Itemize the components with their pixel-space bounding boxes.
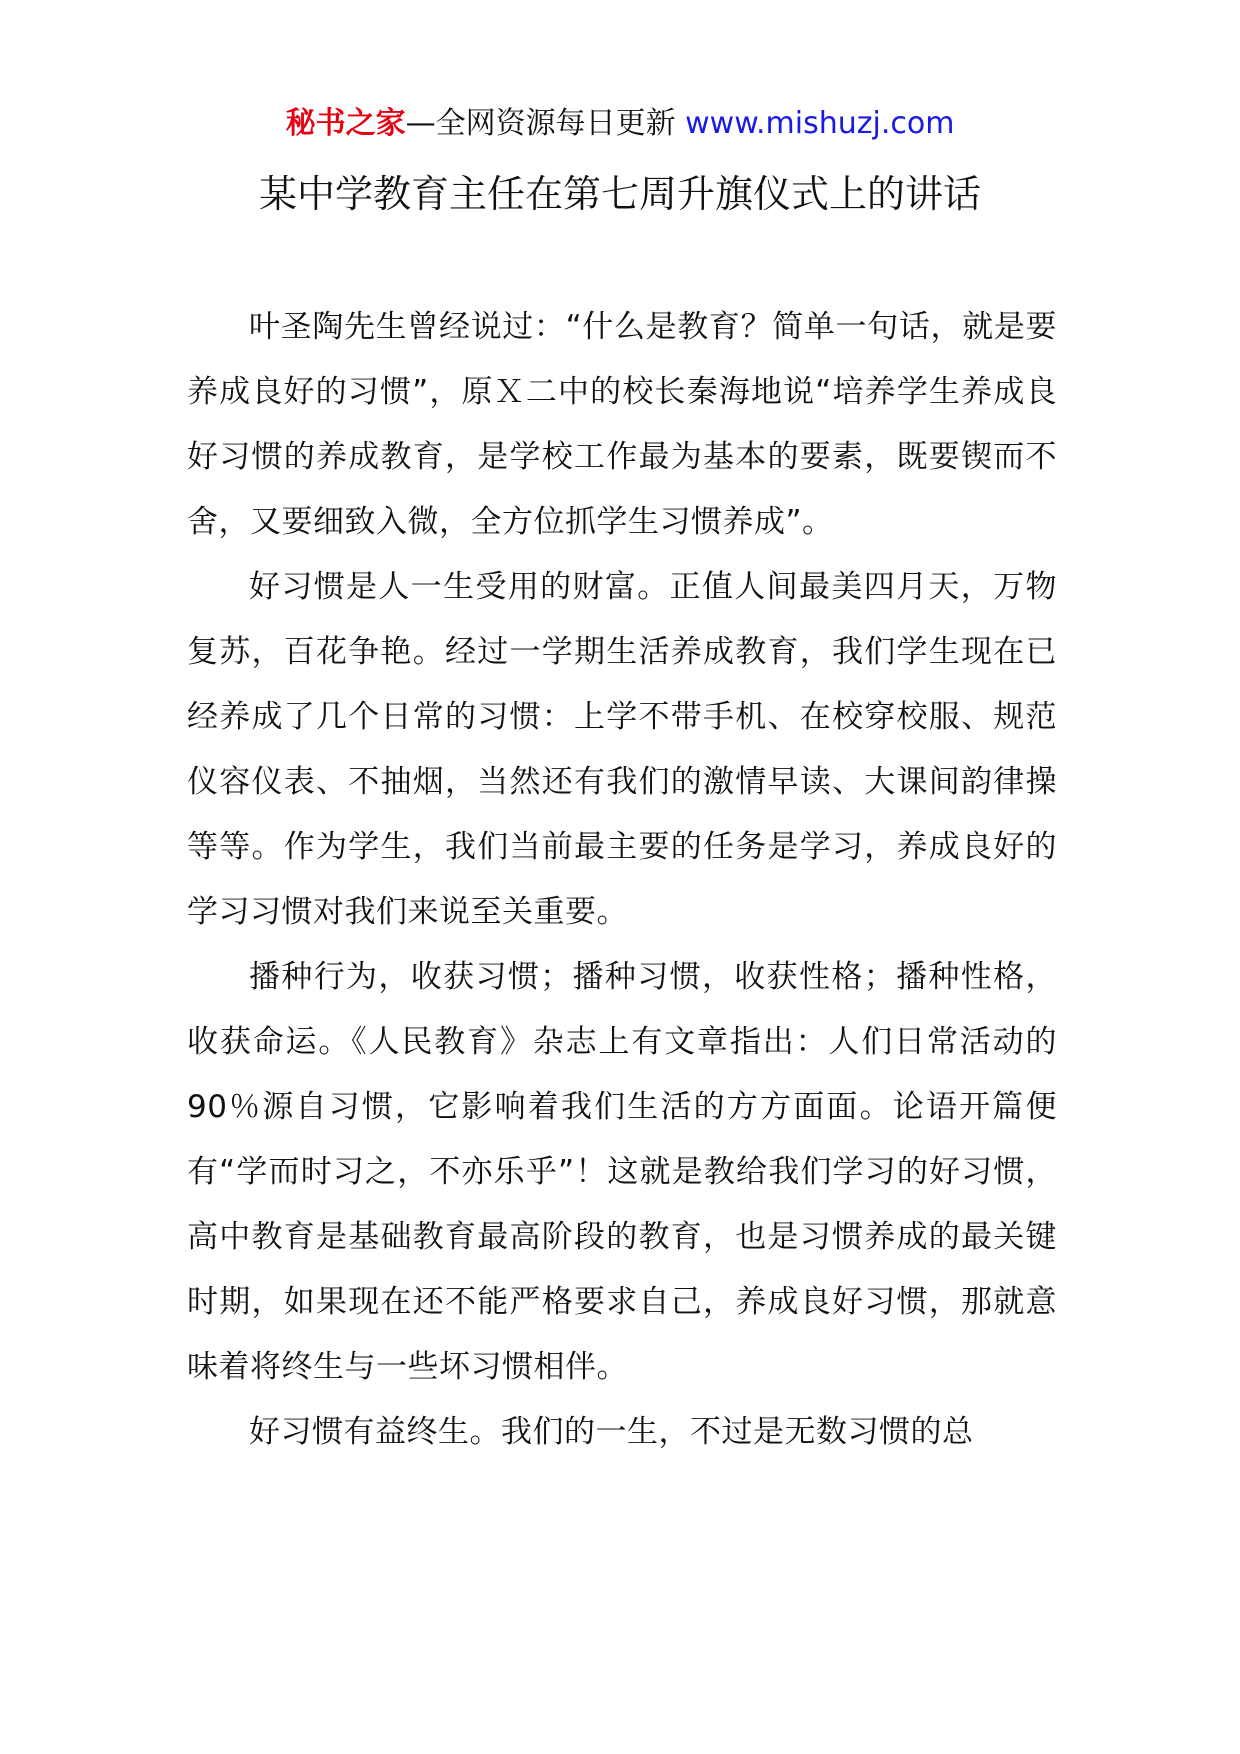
paragraph-1: 叶圣陶先生曾经说过：“什么是教育？简单一句话，就是要养成良好的习惯”，原Ｘ二中的校长秦海地说“培养学生养成良好习惯的养成教育，是学校工作最为基本的要素，既要锲而不舍，又要细致入微，全方位抓学生习惯养成”。 <box>187 309 1057 540</box>
site-header <box>0 104 1240 144</box>
header-tagline: —全网资源每日更新 <box>405 106 686 141</box>
document-title: 某中学教育主任在第七周升旗仪式上的讲话 <box>258 172 981 216</box>
paragraph-3: 播种行为，收获习惯；播种习惯，收获性格；播种性格，收获命运。《人民教育》杂志上有文章指出：人们日常活动的90％源自习惯，它影响着我们生活的方方面面。论语开篇便有“学而时习之，不亦乐乎”！这就是教给我们学习的好习惯，高中教育是基础教育最高阶段的教育，也是习惯养成的最关键时期，如果现在还不能严格要求自己，养成良好习惯，那就意味着将终生与一些坏习惯相伴。 <box>187 959 1057 1385</box>
paragraph-2: 好习惯是人一生受用的财富。正值人间最美四月天，万物复苏，百花争艳。经过一学期生活养成教育，我们学生现在已经养成了几个日常的习惯：上学不带手机、在校穿校服、规范仪容仪表、不抽烟，当然还有我们的激情早读、大课间韵律操等等。作为学生，我们当前最主要的任务是学习，养成良好的学习习惯对我们来说至关重要。 <box>187 569 1057 930</box>
paragraph-4: 好习惯有益终生。我们的一生，不过是无数习惯的总 <box>249 1414 974 1450</box>
document-body <box>187 295 1057 1465</box>
brand-name: 秘书之家 <box>285 106 406 141</box>
site-url-link[interactable]: www.mishuzj.com <box>685 106 955 141</box>
